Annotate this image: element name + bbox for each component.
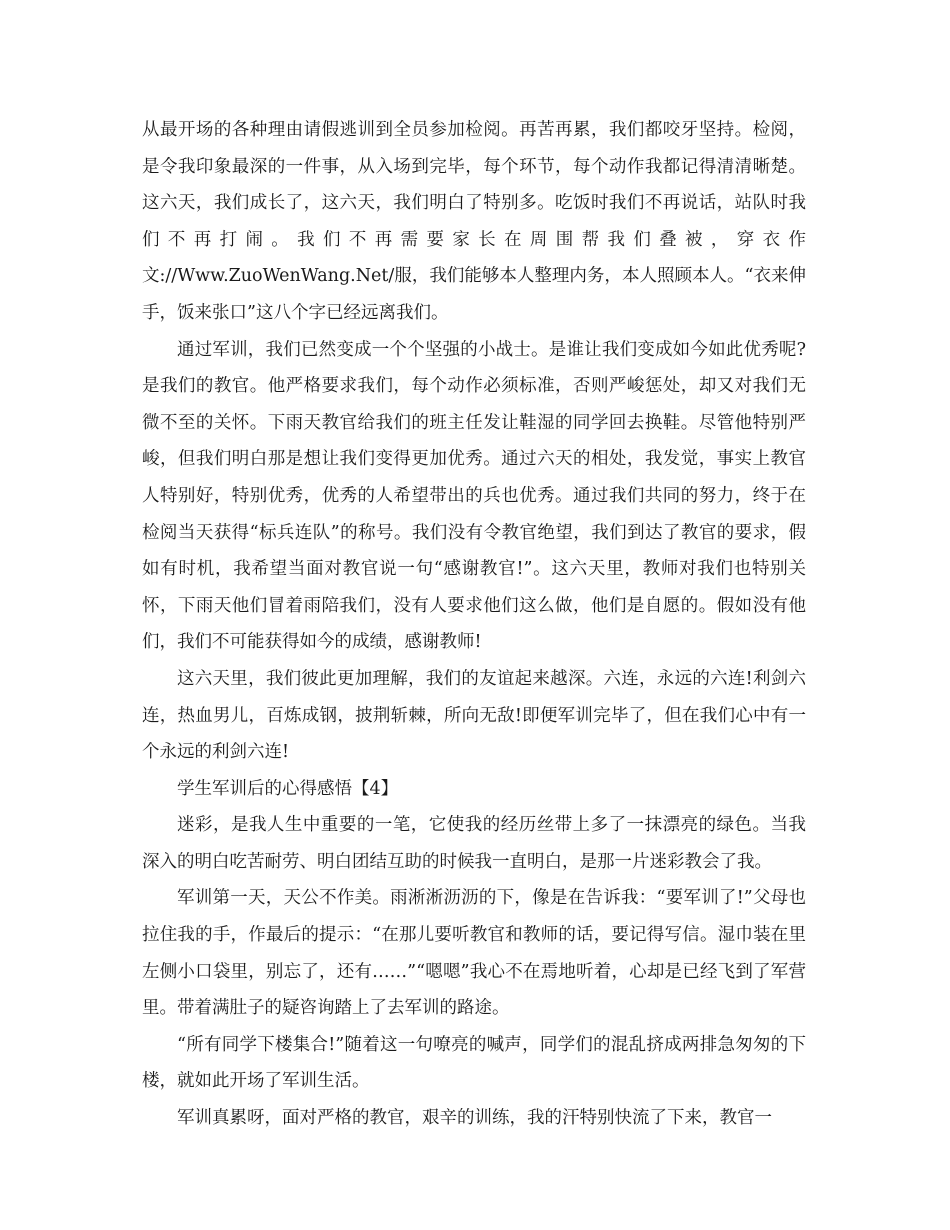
section-heading: 学生军训后的心得感悟【4】 bbox=[177, 778, 399, 799]
paragraph-5: 军训第一天，天公不作美。雨淅淅沥沥的下，像是在告诉我：“要军训了!”父母也拉住我的手，作最后的提示：“在那儿要听教官和教师的话，要记得写信。湿巾装在里左侧小口袋里，别忘了，还有……”“嗯嗯”我心不在焉地听着，心却是已经飞到了军营里。带着满肚子的疑咨询踏上了去军训的路途。 bbox=[142, 888, 806, 1019]
paragraph-4: 迷彩，是我人生中重要的一笔，它使我的经历丝带上多了一抹漂亮的绿色。当我深入的明白吃苦耐劳、明白团结互助的时候我一直明白，是那一片迷彩教会了我。 bbox=[142, 815, 806, 872]
paragraph-7: 军训真累呀，面对严格的教官，艰辛的训练，我的汗特别快流了下来，教官一 bbox=[177, 1108, 772, 1129]
document-body bbox=[142, 112, 806, 1137]
paragraph-6: “所有同学下楼集合!”随着这一句嘹亮的喊声，同学们的混乱挤成两排急匆匆的下楼，就如此开场了军训生活。 bbox=[142, 1034, 806, 1092]
paragraph-1: 从最开场的各种理由请假逃训到全员参加检阅。再苦再累，我们都咬牙坚持。检阅，是令我印象最深的一件事，从入场到完毕，每个环节，每个动作我都记得清清晰楚。这六天，我们成长了，这六天，我们明白了特别多。吃饭时我们不再说话，站队时我们不再打闹。我们不再需要家长在周围帮我们叠被，穿衣作文://Www.ZuoWenWang.Net/服，我们能够本人整理内务，本人照顾本人。“衣来伸手，饭来张口”这八个字已经远离我们。 bbox=[142, 120, 806, 323]
paragraph-2: 通过军训，我们已然变成一个个坚强的小战士。是谁让我们变成如今如此优秀呢?是我们的教官。他严格要求我们，每个动作必须标准，否则严峻惩处，却又对我们无微不至的关怀。下雨天教官给我们的班主任发让鞋湿的同学回去换鞋。尽管他特别严峻，但我们明白那是想让我们变得更加优秀。通过六天的相处，我发觉，事实上教官人特别好，特别优秀，优秀的人希望带出的兵也优秀。通过我们共同的努力，终于在检阅当天获得“标兵连队”的称号。我们没有令教官绝望，我们到达了教官的要求，假如有时机，我希望当面对教官说一句“感谢教官!”。这六天里，教师对我们也特别关怀，下雨天他们冒着雨陪我们，没有人要求他们这么做，他们是自愿的。假如没有他们，我们不可能获得如今的成绩，感谢教师! bbox=[142, 339, 806, 653]
paragraph-3: 这六天里，我们彼此更加理解，我们的友谊起来越深。六连，永远的六连!利剑六连，热血男儿，百炼成钢，披荆斩棘，所向无敌!即便军训完毕了，但在我们心中有一个永远的利剑六连! bbox=[142, 668, 806, 763]
